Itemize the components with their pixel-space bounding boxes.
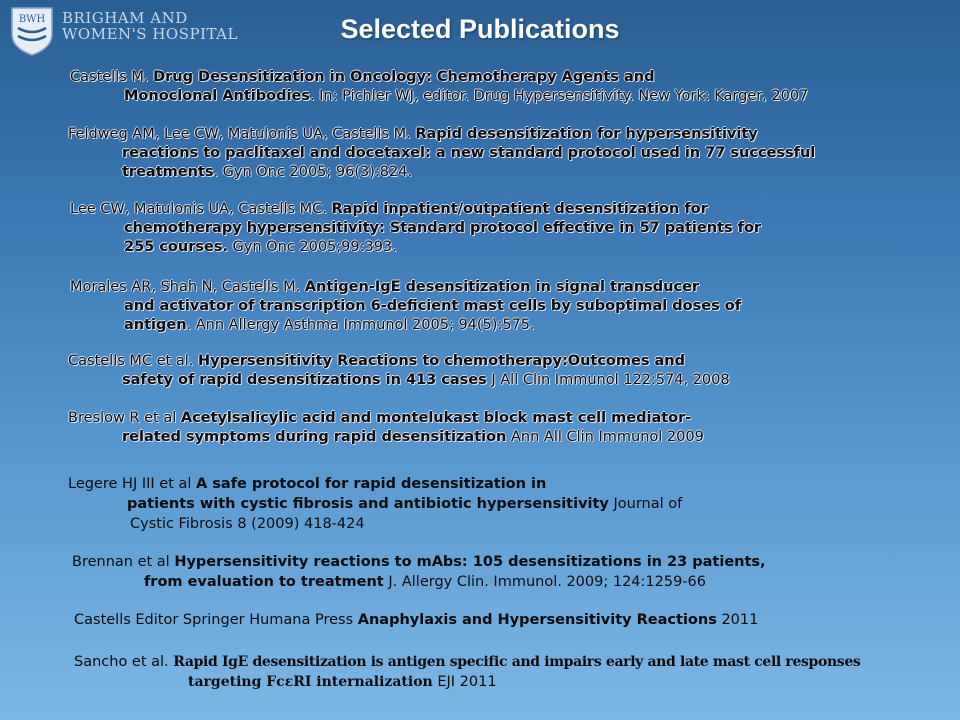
pub-citation: . In: Pichler WJ, editor. Drug Hypersensitivity. New York: Karger, 2007 <box>309 88 809 104</box>
pub-title: Anaphylaxis and Hypersensitivity Reactions <box>357 612 717 628</box>
pub-citation: J All Clin Immunol 122:574, 2008 <box>486 372 730 388</box>
pub-authors: Morales AR, Shah N, Castells M. <box>70 279 305 295</box>
pub-authors: Feldweg AM, Lee CW, Matulonis UA, Castells M. <box>68 126 416 142</box>
logo-line2: WOMEN'S HOSPITAL <box>62 25 238 43</box>
pub-citation: 2011 <box>716 612 759 628</box>
pub-authors: Sancho et al. <box>74 654 174 670</box>
logo-line1: BRIGHAM AND <box>62 9 188 27</box>
pub-citation: Journal of <box>608 496 683 512</box>
pub-title-end: treatments <box>122 164 214 180</box>
pub-authors: Brennan et al <box>72 554 175 570</box>
pub-citation: . Gyn Onc 2005; 96(3):824. <box>213 164 413 180</box>
pub-title: Hypersensitivity reactions to mAbs: 105 desensitizations in 23 patients, <box>174 554 766 570</box>
pub-title: Acetylsalicylic acid and montelukast block mast cell mediator- <box>180 410 692 426</box>
pub-title-end: antigen <box>124 317 187 333</box>
pub-title-end: 255 courses. <box>124 239 228 255</box>
pub-title-cont: reactions to paclitaxel and docetaxel: a new standard protocol used in 77 successful <box>122 145 816 161</box>
pub-authors: Castells MC et al. <box>68 353 198 369</box>
publication-entry <box>68 409 704 447</box>
pub-title: Rapid IgE desensitization is antigen specific and impairs early and late mast cell responses <box>173 654 861 670</box>
pub-title-cont: and activator of transcription 6-deficient mast cells by suboptimal doses of <box>124 298 742 314</box>
pub-title: Drug Desensitization in Oncology: Chemotherapy Agents and <box>153 69 655 85</box>
pub-citation: Gyn Onc 2005;99:393. <box>227 239 397 255</box>
pub-title-cont: from evaluation to treatment <box>144 574 384 590</box>
publication-entry <box>74 610 758 630</box>
pub-authors: Castells M. <box>70 69 154 85</box>
pub-citation-cont: Cystic Fibrosis 8 (2009) 418-424 <box>130 516 365 532</box>
publication-entry <box>70 68 808 106</box>
pub-title-cont: targeting FcεRI internalization <box>188 674 433 690</box>
pub-title-cont: Monoclonal Antibodies <box>124 88 310 104</box>
pub-authors: Lee CW, Matulonis UA, Castells MC. <box>70 201 332 217</box>
pub-title-cont: chemotherapy hypersensitivity: Standard protocol effective in 57 patients for <box>124 220 762 236</box>
logo-abbrev: BWH <box>18 14 46 25</box>
pub-title: Rapid desensitization for hypersensitivity <box>415 126 758 142</box>
publication-entry <box>72 552 766 592</box>
publication-entry <box>74 652 860 692</box>
pub-citation: J. Allergy Clin. Immunol. 2009; 124:1259-66 <box>383 574 706 590</box>
pub-title: Rapid inpatient/outpatient desensitization for <box>331 201 708 217</box>
pub-title: Hypersensitivity Reactions to chemotherapy:Outcomes and <box>197 353 685 369</box>
pub-title-cont: safety of rapid desensitizations in 413 cases <box>122 372 487 388</box>
pub-citation: Ann All Clin Immunol 2009 <box>506 429 704 445</box>
pub-title: Antigen-IgE desensitization in signal transducer <box>304 279 700 295</box>
publication-entry <box>68 474 682 534</box>
page-title: Selected Publications <box>340 14 620 44</box>
pub-authors: Castells Editor Springer Humana Press <box>74 612 358 628</box>
publication-entry <box>70 200 761 257</box>
pub-title: A safe protocol for rapid desensitization in <box>196 476 547 492</box>
pub-title-cont: related symptoms during rapid desensitization <box>122 429 507 445</box>
pub-title-cont: patients with cystic fibrosis and antibiotic hypersensitivity <box>127 496 609 512</box>
pub-citation: . Ann Allergy Asthma Immunol 2005; 94(5):575. <box>186 317 535 333</box>
pub-citation: EJI 2011 <box>432 674 497 690</box>
pub-authors: Breslow R et al <box>68 410 181 426</box>
publication-entry <box>68 125 815 182</box>
pub-authors: Legere HJ III et al <box>68 476 197 492</box>
publication-entry <box>70 278 741 335</box>
publication-entry <box>68 352 730 390</box>
